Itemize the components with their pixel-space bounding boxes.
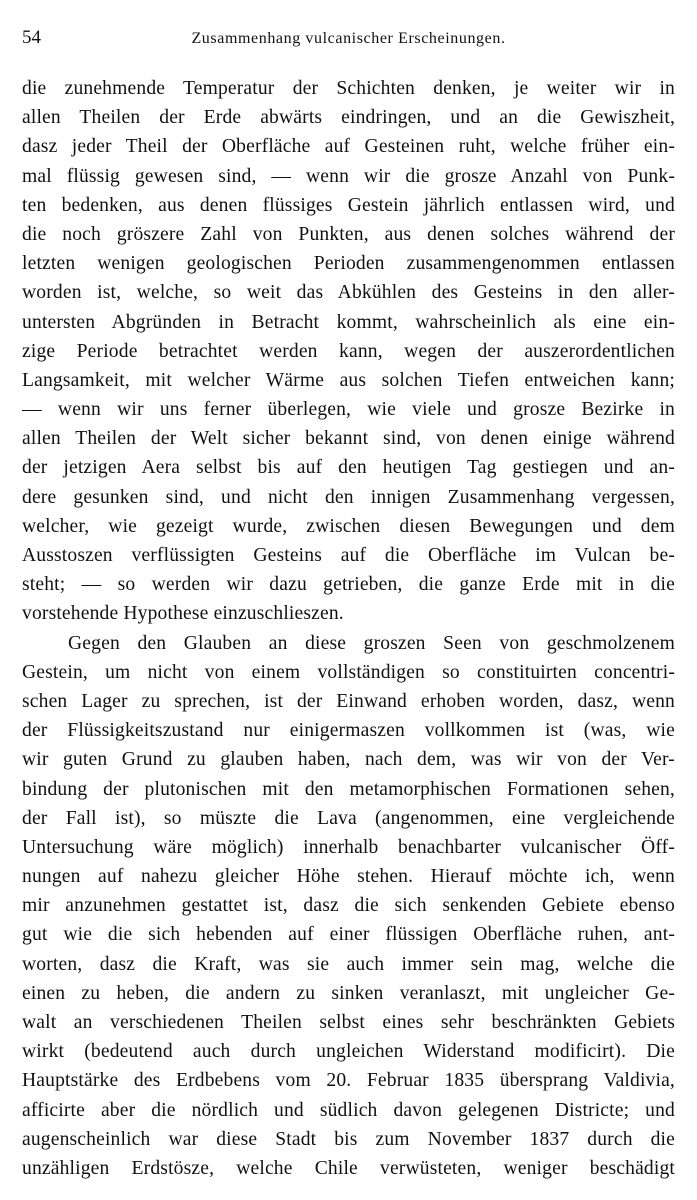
page-header: [22, 24, 675, 52]
paragraph: [22, 74, 675, 629]
text-line: unzähligen Erdstösze, welche Chile verwüsteten, weniger beschädigt: [22, 1157, 675, 1179]
text-line: Hauptstärke des Erdbebens vom 20. Februar 1835 übersprang Valdivia,: [22, 1070, 675, 1092]
text-line: zige Periode betrachtet werden kann, wegen der auszerordentlichen: [22, 340, 675, 362]
text-line: einen zu heben, die andern zu sinken veranlaszt, mit ungleicher Ge-: [22, 982, 675, 1004]
text-line: dasz jeder Theil der Oberfläche auf Gesteinen ruht, welche früher ein-: [22, 136, 675, 158]
page-number: 54: [22, 27, 41, 48]
text-line: Gestein, um nicht von einem vollständigen so constituirten concentri-: [22, 661, 675, 683]
body-text: [22, 74, 675, 1183]
text-line: dere gesunken sind, und nicht den innigen Zusammenhang vergessen,: [22, 486, 675, 508]
text-line: vorstehende Hypothese einzuschlieszen.: [22, 603, 344, 625]
text-line: nungen auf nahezu gleicher Höhe stehen. Hierauf möchte ich, wenn: [22, 866, 675, 888]
running-title: Zusammenhang vulcanischer Erscheinungen.: [191, 30, 506, 47]
text-line: der Flüssigkeitszustand nur einigermaszen vollkommen ist (was, wie: [22, 720, 675, 742]
text-line: untersten Abgründen in Betracht kommt, wahrscheinlich als eine ein-: [22, 311, 675, 333]
text-line: Ausstoszen verflüssigten Gesteins auf die Oberfläche im Vulcan be-: [22, 545, 675, 566]
text-line: die noch gröszere Zahl von Punkten, aus denen solches während der: [22, 223, 675, 245]
text-line: der Fall ist), so müszte die Lava (angenommen, eine vergleichende: [22, 807, 675, 829]
text-line: mir anzunehmen gestattet ist, dasz die sich senkenden Gebiete ebenso: [22, 895, 675, 917]
text-line: bindung der plutonischen mit den metamorphischen Formationen sehen,: [22, 778, 675, 800]
text-line: mal flüssig gewesen sind, — wenn wir die grosze Anzahl von Punk-: [22, 165, 675, 187]
text-line: augenscheinlich war diese Stadt bis zum November 1837 durch die: [22, 1128, 675, 1150]
text-line: letzten wenigen geologischen Perioden zusammengenommen entlassen: [22, 253, 675, 275]
text-line: worten, dasz die Kraft, was sie auch immer sein mag, welche die: [22, 953, 675, 975]
text-line: Gegen den Glauben an diese groszen Seen von geschmolzenem: [68, 632, 675, 654]
text-line: welcher, wie gezeigt wurde, zwischen diesen Bewegungen und dem: [22, 515, 675, 537]
text-line: afficirte aber die nördlich und südlich davon gelegenen Districte; und: [22, 1099, 675, 1121]
text-line: allen Theilen der Erde abwärts eindringen, und an die Gewiszheit,: [22, 107, 675, 129]
text-line: die zunehmende Temperatur der Schichten denken, je weiter wir in: [22, 78, 675, 99]
text-line: schen Lager zu sprechen, ist der Einwand erhoben worden, dasz, wenn: [22, 690, 675, 712]
text-line: Untersuchung wäre möglich) innerhalb benachbarter vulcanischer Öff-: [22, 836, 675, 858]
text-line: der jetzigen Aera selbst bis auf den heutigen Tag gestiegen und an-: [22, 457, 675, 479]
text-line: Langsamkeit, mit welcher Wärme aus solchen Tiefen entweichen kann;: [22, 369, 675, 391]
text-line: steht; — so werden wir dazu getrieben, die ganze Erde mit in die: [22, 574, 675, 596]
text-line: walt an verschiedenen Theilen selbst eines sehr beschränkten Gebiets: [22, 1012, 675, 1033]
text-line: gut wie die sich hebenden auf einer flüssigen Oberfläche ruhen, ant-: [22, 924, 675, 946]
text-line: worden ist, welche, so weit das Abkühlen des Gesteins in den aller-: [22, 282, 675, 304]
text-line: — wenn wir uns ferner überlegen, wie viele und grosze Bezirke in: [22, 399, 675, 421]
text-line: allen Theilen der Welt sicher bekannt sind, von denen einige während: [22, 428, 675, 450]
text-line: wirkt (bedeutend auch durch ungleichen Widerstand modificirt). Die: [22, 1041, 675, 1063]
paragraph: [22, 629, 675, 1184]
text-line: wir guten Grund zu glauben haben, nach dem, was wir von der Ver-: [22, 749, 675, 771]
text-line: ten bedenken, aus denen flüssiges Gestein jährlich entlassen wird, und: [22, 194, 675, 216]
